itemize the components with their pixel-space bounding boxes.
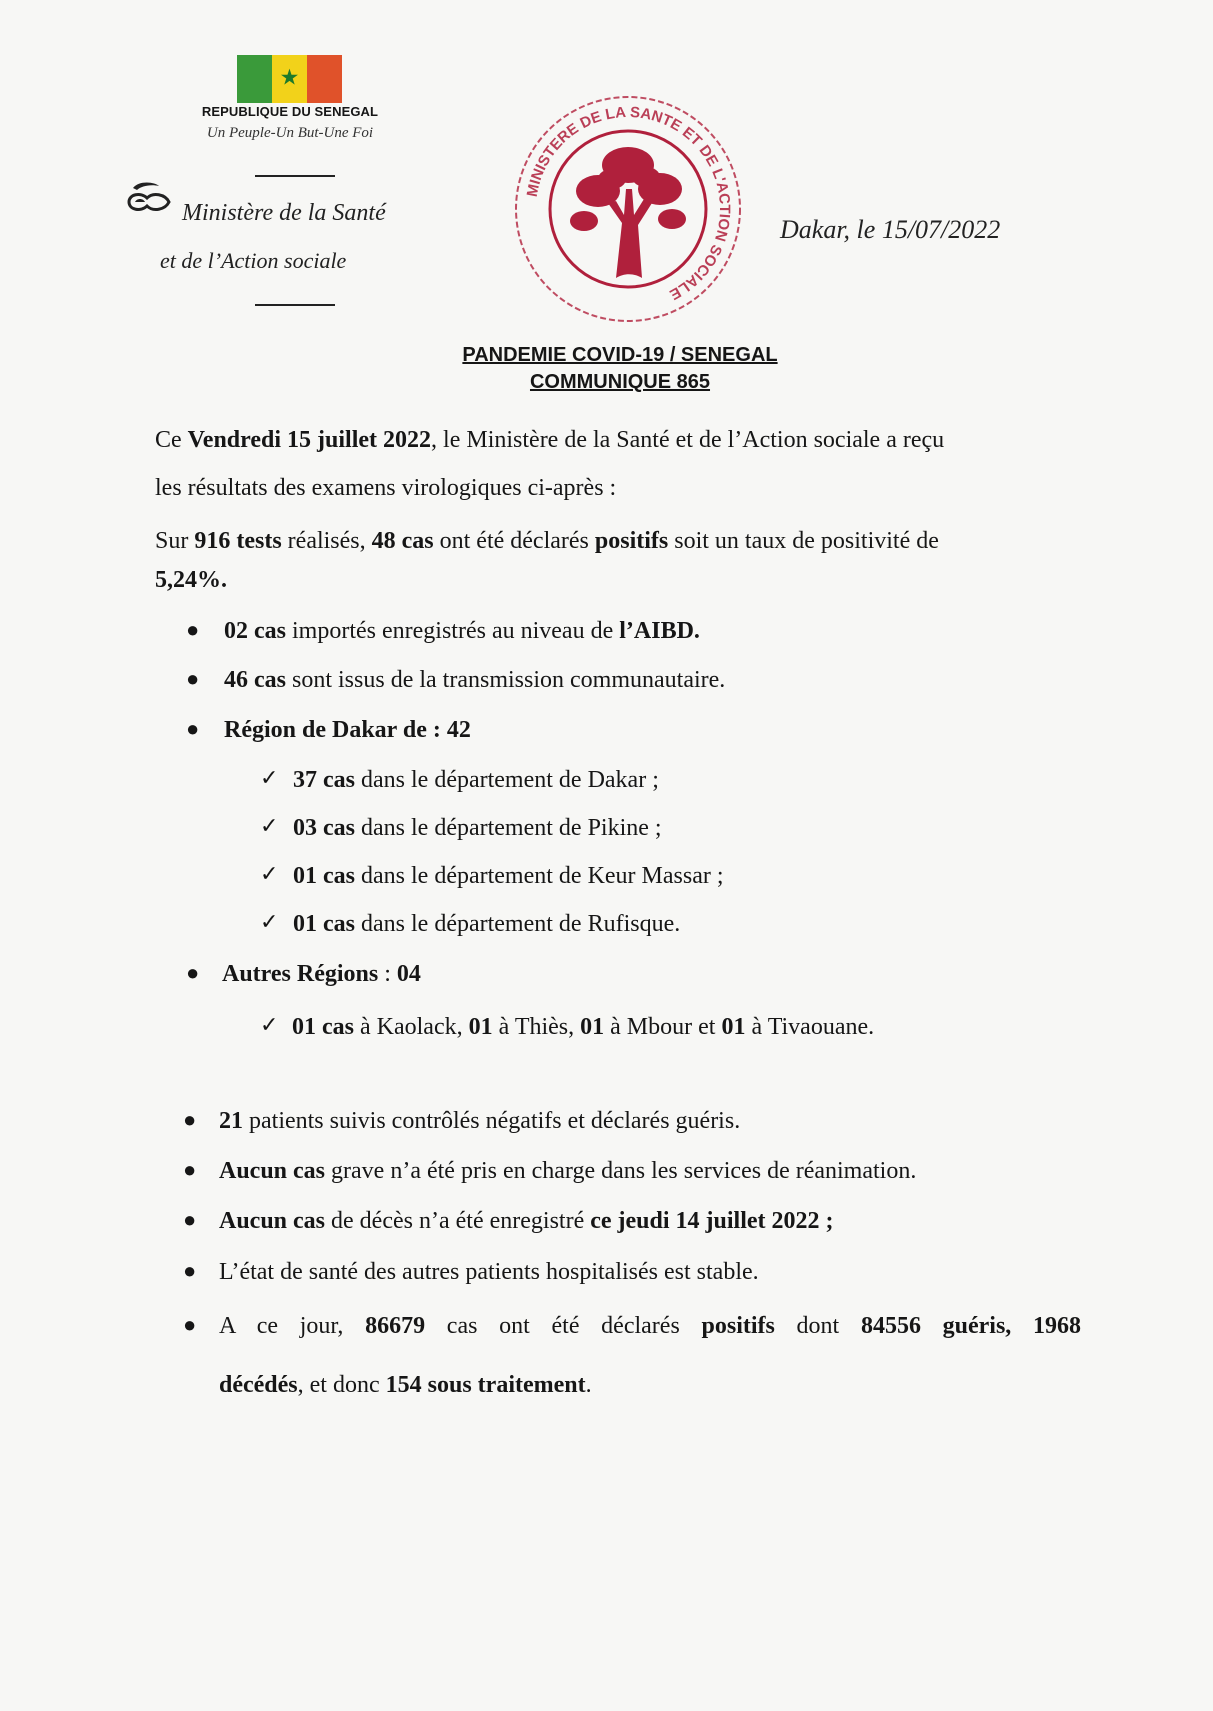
check-icon: ✓ <box>260 862 279 887</box>
text-run-bold: 46 cas <box>224 667 286 693</box>
national-motto: Un Peuple-Un But-Une Foi <box>206 125 374 141</box>
communique-title <box>300 342 940 396</box>
bullet-cumulative-line2 <box>219 1372 592 1399</box>
bullet-community-cases <box>224 667 725 694</box>
check-icon: ✓ <box>260 1013 279 1038</box>
text-run: dans le département de Rufisque. <box>355 911 681 937</box>
text-run: soit un taux de positivité de <box>668 528 939 554</box>
check-icon: ✓ <box>260 766 279 791</box>
header-divider <box>255 175 335 177</box>
text-run: dans le département de Dakar ; <box>355 767 659 793</box>
text-run: à Tivaouane. <box>745 1014 875 1040</box>
bullet-icon: ● <box>183 1258 197 1283</box>
text-run-bold: Autres Régions <box>222 961 379 987</box>
bullet-icon: ● <box>183 1312 197 1337</box>
ministry-seal-stamp <box>512 93 744 325</box>
baobab-tree-icon <box>570 147 686 278</box>
star-icon: ★ <box>279 65 300 91</box>
bullet-icon: ● <box>186 666 200 691</box>
title-line2: COMMUNIQUE 865 <box>529 371 711 393</box>
ministry-logo-icon <box>125 180 173 222</box>
text-run: grave n’a été pris en charge dans les services de réanimation. <box>325 1158 917 1184</box>
intro-line1 <box>155 427 944 454</box>
text-run: , le Ministère de la Santé et de l’Action sociale a reçu <box>431 427 945 453</box>
header-divider <box>255 304 335 306</box>
text-run-bold: Aucun cas <box>219 1208 326 1234</box>
text-run-bold: 04 <box>396 961 421 987</box>
bullet-icon: ● <box>183 1107 197 1132</box>
text-run-bold: 01 <box>580 1014 605 1040</box>
other-regions-item <box>292 1014 874 1041</box>
dakar-item <box>293 767 659 794</box>
text-run-bold: 01 <box>468 1014 493 1040</box>
text-run: ont été déclarés <box>433 528 595 554</box>
bullet-deaths <box>219 1208 834 1235</box>
text-run: Ce <box>155 427 188 453</box>
text-run-bold: 21 <box>219 1108 243 1134</box>
bullet-cumulative-line1 <box>219 1313 1081 1340</box>
dakar-item <box>293 863 724 890</box>
text-run-bold: 01 cas <box>292 1014 354 1040</box>
ministry-name-line2: et de l’Action sociale <box>160 248 347 273</box>
bullet-imported-cases <box>224 618 700 645</box>
text-run: cas ont été déclarés <box>425 1313 702 1339</box>
intro-line3 <box>155 528 939 555</box>
text-run-bold: 03 cas <box>293 815 355 841</box>
intro-line4: 5,24%. <box>155 567 227 593</box>
intro-line2: les résultats des examens virologiques ci-après : <box>155 475 617 501</box>
bullet-dakar-region: Région de Dakar de : 42 <box>224 717 471 743</box>
text-run: dans le département de Keur Massar ; <box>355 863 724 889</box>
text-run-bold: 48 cas <box>371 528 434 554</box>
bullet-other-regions <box>222 961 421 988</box>
text-run: à Mbour et <box>604 1014 722 1040</box>
text-run-bold: 154 sous traitement <box>385 1372 586 1398</box>
bullet-icon: ● <box>186 716 200 741</box>
text-run-bold: 02 cas <box>224 618 286 644</box>
text-run: importés enregistrés au niveau de <box>286 618 620 644</box>
title-line1: PANDEMIE COVID-19 / SENEGAL <box>462 344 778 366</box>
flag-green-band <box>237 55 272 103</box>
text-run: . <box>585 1372 592 1398</box>
bullet-icon: ● <box>183 1157 197 1182</box>
text-run-bold: 916 tests <box>194 528 282 554</box>
text-run: à Kaolack, <box>354 1014 469 1040</box>
text-run-bold: 01 <box>721 1014 746 1040</box>
text-run: sont issus de la transmission communautaire. <box>286 667 726 693</box>
check-icon: ✓ <box>260 910 279 935</box>
text-run: à Thiès, <box>492 1014 581 1040</box>
bullet-recovered <box>219 1108 740 1135</box>
text-run-bold: 84556 <box>860 1313 921 1339</box>
text-run-bold: 01 cas <box>293 863 355 889</box>
text-run-bold: 86679 <box>365 1313 426 1339</box>
dakar-item <box>293 911 680 938</box>
text-run: : <box>378 961 397 987</box>
text-run: Sur <box>155 528 195 554</box>
seal-text: MINISTERE DE LA SANTE ET DE L'ACTION SOCIALE <box>523 103 734 304</box>
text-run-bold: 01 cas <box>293 911 355 937</box>
text-run: A ce jour, <box>219 1313 366 1339</box>
check-icon: ✓ <box>260 814 279 839</box>
bullet-icon: ● <box>186 617 200 642</box>
text-run-bold: décédés <box>219 1372 298 1398</box>
dakar-item <box>293 815 662 842</box>
text-run-bold: l’AIBD. <box>619 618 700 644</box>
text-run: , et donc <box>297 1372 386 1398</box>
senegal-flag <box>237 55 342 103</box>
bullet-icon: ● <box>183 1207 197 1232</box>
text-run: dont <box>774 1313 861 1339</box>
text-run-bold: ce jeudi 14 juillet 2022 ; <box>590 1208 834 1234</box>
flag-red-band <box>307 55 342 103</box>
text-run: réalisés, <box>281 528 372 554</box>
text-run: dans le département de Pikine ; <box>355 815 662 841</box>
bullet-severe-cases <box>219 1158 916 1185</box>
flag-yellow-band <box>272 55 307 103</box>
bullet-icon: ● <box>186 960 200 985</box>
text-run: de décès n’a été enregistré <box>325 1208 591 1234</box>
text-run: patients suivis contrôlés négatifs et déclarés guéris. <box>243 1108 741 1134</box>
text-run-bold: positifs <box>701 1313 775 1339</box>
document-date: Dakar, le 15/07/2022 <box>780 215 1001 244</box>
text-run-bold: guéris, 1968 <box>920 1313 1081 1339</box>
text-run-bold: 37 cas <box>293 767 355 793</box>
ministry-name-line1: Ministère de la Santé <box>182 200 386 226</box>
bullet-stable-patients: L’état de santé des autres patients hospitalisés est stable. <box>219 1259 759 1285</box>
republic-label: REPUBLIQUE DU SENEGAL <box>201 104 379 119</box>
text-run-bold: Aucun cas <box>219 1158 326 1184</box>
text-run-bold: Vendredi 15 juillet 2022 <box>187 427 432 453</box>
text-run-bold: positifs <box>594 528 669 554</box>
